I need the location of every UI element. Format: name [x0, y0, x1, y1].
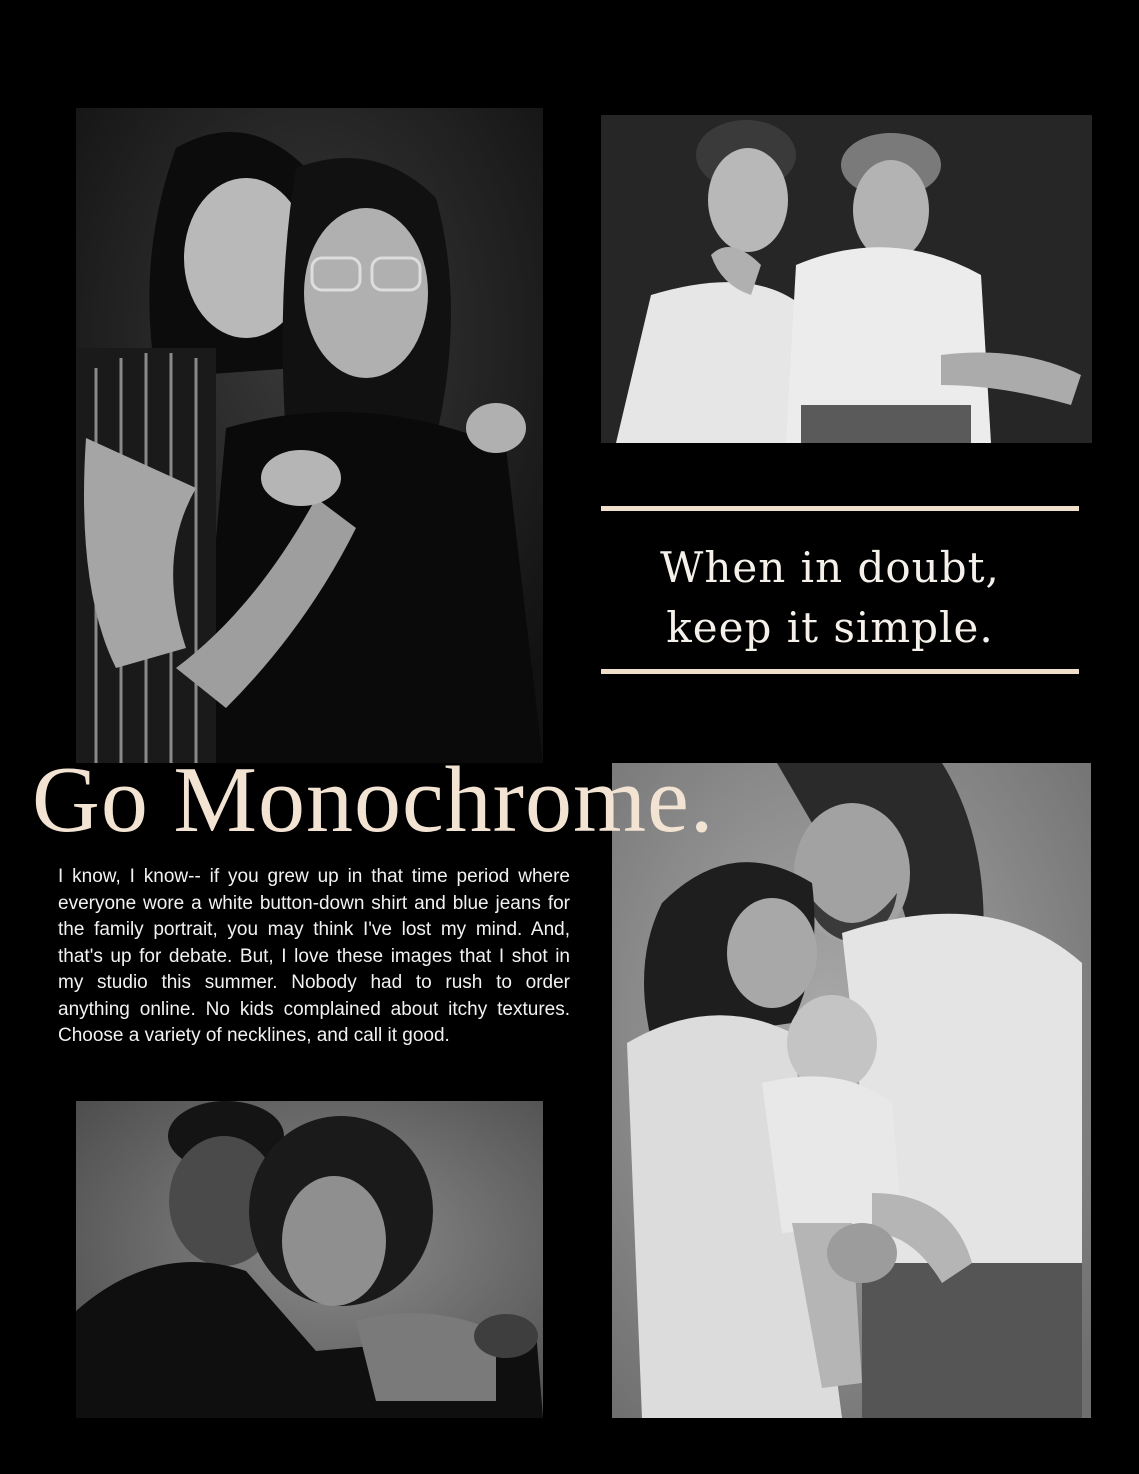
- photo-couple-with-baby: [612, 763, 1091, 1418]
- quote-rule-top: [601, 506, 1079, 511]
- photo-mother-son-white: [601, 115, 1092, 443]
- pull-quote: [601, 538, 1059, 658]
- pull-quote-line-1: When in doubt,: [660, 543, 1000, 592]
- photo-mother-son-hug: [76, 1101, 543, 1418]
- body-paragraph: I know, I know-- if you grew up in that time period where everyone wore a white button-down shirt and blue jeans for the family portrait, you may think I've lost my mind. And, that's up for debate. But, I love these images that I shot in my studio this summer. Nobody had to rush to order anything online. No kids complained about itchy textures. Choose a variety of necklines, and call it good.: [58, 866, 570, 1046]
- headline: Go Monochrome.: [32, 748, 715, 852]
- photo-mother-daughter: [76, 108, 543, 763]
- quote-rule-bottom: [601, 669, 1079, 674]
- pull-quote-line-2: keep it simple.: [666, 603, 994, 652]
